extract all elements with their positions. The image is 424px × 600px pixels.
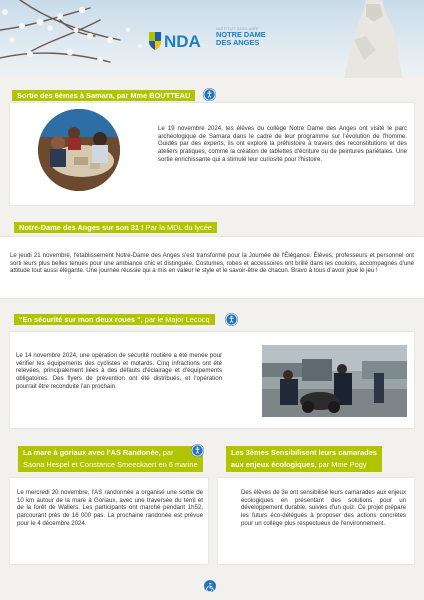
- statue-image: [336, 0, 406, 78]
- page-header: [0, 0, 424, 78]
- school-name-line1: NOTRE DAME: [216, 30, 266, 39]
- ecologie-title-line2: aux enjeux écologiques,: [231, 460, 317, 469]
- randonnee-title-authors: Saona Hespel et Constance Smeeckaert en 6 marine: [23, 460, 198, 469]
- randonnee-text: Le mercredi 20 novembre, l'AS randonnée a organisé une sortie de 10 km autour de la mare à Goriaux, avec une traversée du terril et de la forêt de Wallers. Les participants ont marché pendant 1h52, parcourant près de 16 000 pas. La prochaine randonée est prévue pour le 4 décembre 2024.: [17, 489, 203, 527]
- elegance-title-banner: [14, 222, 217, 233]
- school-logo: [148, 28, 208, 52]
- ecologie-title-author: par Mme Pogy: [316, 460, 367, 469]
- blossom-branches-image: [0, 0, 170, 78]
- ecologie-text: Des élèves de 3e ont sensibilisé leurs camarades aux enjeux écologiques en présentant des solutions pour un développement durable, suivies d'un quiz. Ce projet prépare les futurs éco-délégués à proposer des actions concrètes pour un collège plus respectueux de l'environnement.: [241, 489, 406, 527]
- securite-text: Le 14 novembre 2024, une opération de sécurité routière a été menée pour vérifier les équipements des cyclistes et motards. Cinq infractions ont été relevées, principalement liées à des défauts d'éclairage et d'équipements obligatoires. Des flyers de prévention ont été distribués, et l'opération pourrait être reconduite l'an prochain.: [16, 352, 222, 390]
- securite-title-banner: [14, 314, 215, 325]
- svg-text:NDA: NDA: [164, 32, 201, 51]
- randonnee-title-banner: [18, 446, 203, 472]
- accessibility-icon[interactable]: [225, 313, 238, 326]
- samara-photo: [38, 109, 120, 191]
- samara-title-banner: [12, 90, 195, 101]
- securite-photo: [262, 345, 407, 417]
- elegance-title-bold: Notre-Dame des Anges sur son 31 !: [19, 223, 144, 232]
- securite-title-bold: "En sécurité sur mon deux roues ",: [19, 315, 143, 324]
- school-name: [216, 27, 266, 47]
- accessibility-icon[interactable]: [203, 88, 216, 101]
- accessibility-icon[interactable]: [191, 444, 204, 457]
- samara-title: Sortie des 6èmes à Samara, par Mme BOUTTEAU: [17, 91, 191, 100]
- randonnee-title-by: par: [160, 448, 174, 457]
- ecologie-title-line1: Les 3èmes Sensibilisent leurs camarades: [231, 448, 377, 457]
- elegance-text: Le jeudi 21 novembre, l'établissement Notre-Dame des Anges s'est transformé pour la Journée de l'Élégance. Élèves, professeurs et personnel ont sorti leurs plus belles tenues pour une ambiance chic et distinguée. Costumes, robes et accessoires ont brillé dans les couloirs, accompagnés d'une attitude tout aussi élégante. Une journée réussie qui a mis en valeur le style et le savoir-être de chacun. Bravo à tous d'avoir joué le jeu !: [10, 252, 414, 275]
- school-label-small: INSTITUT SCOLAIRE: [216, 27, 259, 31]
- elegance-title-author: Par la MDL du lycée: [143, 223, 212, 232]
- ecologie-title-banner: [226, 446, 382, 472]
- wheelchair-icon[interactable]: [204, 580, 216, 592]
- school-name-line2: DES ANGES: [216, 38, 260, 47]
- samara-text: Le 19 novembre 2024, les élèves du collège Notre Dame des Anges ont visité le parc archéologique de Samara dans le cadre de leur programme sur l'évolution de l'homme. Guidés par des experts, ils ont exploré la préhistoire à travers des reconstitutions et des ateliers pratiques, comme la création de tablettes d'écriture ou de peintures pariétales. Une sortie enrichissante qui a stimulé leur curiosité pour l'histoire.: [158, 125, 407, 163]
- randonnee-title-bold: La mare à goriaux avec l'AS Randonée,: [23, 448, 161, 457]
- securite-title-author: par le Major Lecocq: [142, 315, 210, 324]
